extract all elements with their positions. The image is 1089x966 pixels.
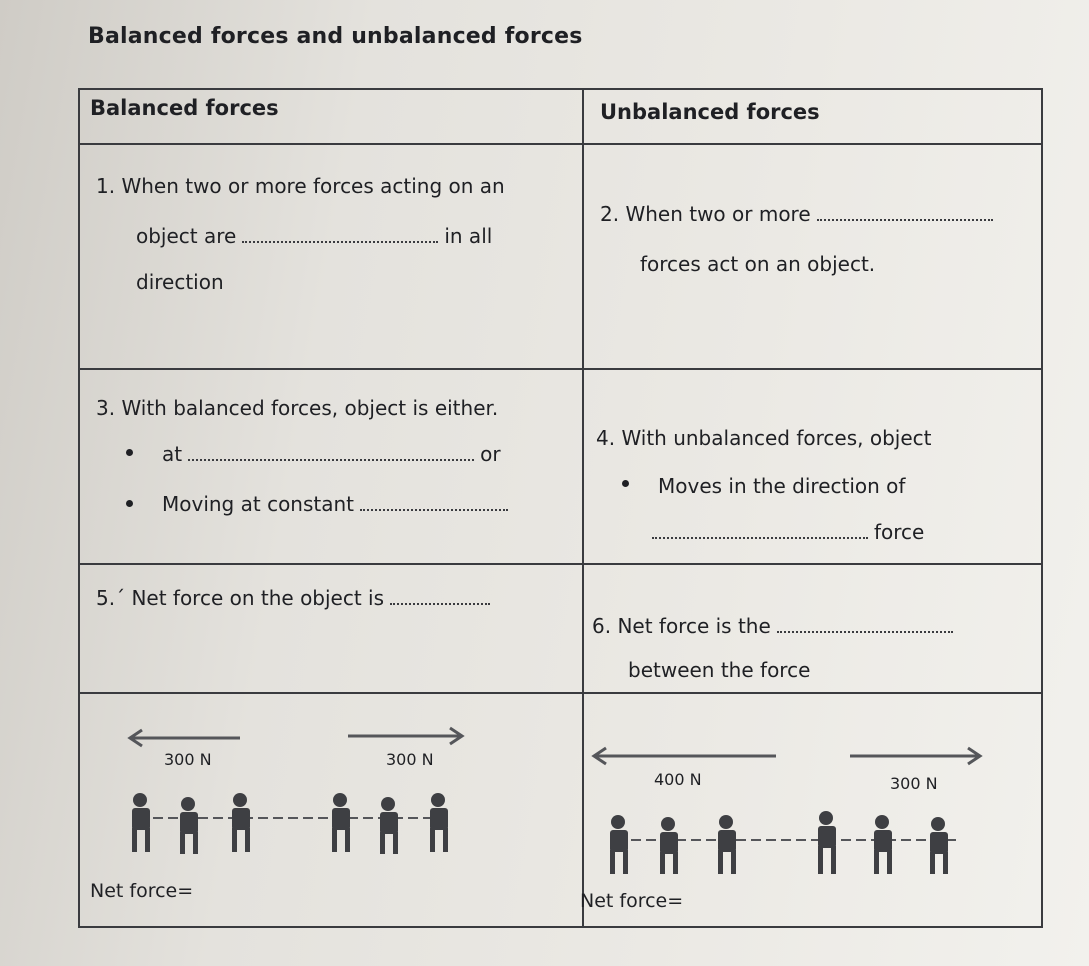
q1-line2 [136, 224, 492, 248]
q3-bullet2 [162, 492, 514, 516]
q6-line1 [592, 614, 959, 638]
q3-text-c: Moving at constant [162, 492, 355, 516]
q5-text: 5.´ Net force on the object is [96, 586, 385, 610]
q3-blank1[interactable] [188, 445, 474, 461]
forces-table [78, 88, 1043, 928]
q2-line1 [600, 202, 999, 226]
q3-text-a: at [162, 442, 183, 466]
q3-bullet1 [162, 442, 501, 466]
q1-line3: direction [136, 270, 224, 294]
q6-line2: between the force [628, 658, 811, 682]
row-divider-header [80, 143, 1041, 145]
q4-line1: 4. With unbalanced forces, object [596, 426, 932, 450]
net-force-label: Net force= [580, 890, 684, 912]
q2-text-a: 2. When two or more [600, 202, 811, 226]
force-label-left: 400 N [654, 770, 702, 789]
page-title: Balanced forces and unbalanced forces [88, 24, 583, 49]
column-divider [582, 90, 584, 926]
row-divider-3 [80, 692, 1041, 694]
q3-blank2[interactable] [360, 495, 508, 511]
force-label-left: 300 N [164, 750, 212, 769]
net-force-label: Net force= [90, 880, 194, 902]
q3-line1: 3. With balanced forces, object is either. [96, 396, 499, 420]
q3-text-b: or [480, 442, 501, 466]
force-label-right: 300 N [890, 774, 938, 793]
q6-text: 6. Net force is the [592, 614, 771, 638]
q4-bullet1: Moves in the direction of [658, 474, 906, 498]
force-label-right: 300 N [386, 750, 434, 769]
bullet-marker [622, 480, 629, 487]
q4-line3 [646, 520, 924, 544]
q1-line1: 1. When two or more forces acting on an [96, 174, 505, 198]
q4-blank[interactable] [652, 523, 868, 539]
q1-text-a: object are [136, 224, 237, 248]
row-divider-2 [80, 563, 1041, 565]
tug-of-war-unbalanced-illustration [586, 726, 1032, 896]
q1-blank[interactable] [242, 227, 438, 243]
bullet-marker [126, 500, 133, 507]
bullet-marker [126, 449, 133, 456]
q2-line2: forces act on an object. [640, 252, 876, 276]
q5-line1 [96, 586, 496, 610]
header-unbalanced: Unbalanced forces [600, 100, 820, 124]
q4-text: force [874, 520, 925, 544]
tug-of-war-balanced-illustration [90, 708, 570, 868]
q1-text-b: in all [444, 224, 493, 248]
row-divider-1 [80, 368, 1041, 370]
q6-blank[interactable] [777, 617, 953, 633]
header-balanced: Balanced forces [90, 96, 279, 120]
q5-blank[interactable] [390, 589, 490, 605]
q2-blank[interactable] [817, 205, 993, 221]
